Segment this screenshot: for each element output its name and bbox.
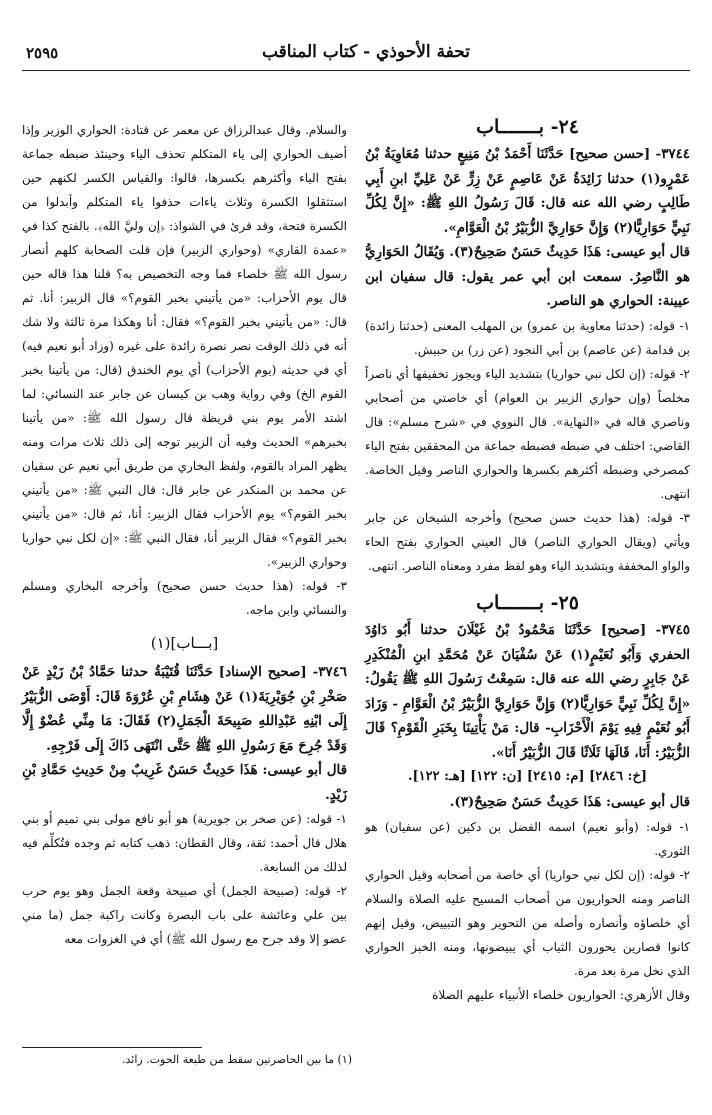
- commentary-note-azhari: وقال الأزهري: الحواريون خلصاء الأنبياء عليهم الصلاة: [432, 987, 690, 1002]
- verdict-3744: قال أبو عيسى: هَذَا حَدِيثٌ حَسَنٌ صَحِيحٌ(٣). وَيُقَالُ الحَوَارِيُّ هو النَّاصِرُ. سمعت ابن أبي عمر يقول: قال سفيان ابن عيينة: الحواري هو الناصر.: [365, 244, 690, 310]
- running-head: تحفة الأحوذي - كتاب المناقب: [261, 42, 470, 62]
- takhrij-3745: [خ: ٢٨٤٦] [م: ٢٤١٥] [ن: ١٢٢] [هـ: ١٢٢].: [407, 769, 648, 785]
- footnote-divider: [22, 1047, 202, 1048]
- page-header: [22, 38, 690, 71]
- commentary-note-2: ٢- قوله: (إن لكل نبي حواريا) بتشديد الياء ويجوز تخفيفها أي ناصراً مخلصاً (وإن حواري الزبير بن العوام) أي خاصتي من أصحابي وناصري قاله في «النهاية». قال النووي في «شرح مسلم»: قال القاضي: اختلف في ضبطه فضبطه جماعة من المحققين بفتح الياء كمصرخي وضبطه أكثرهم بكسرها والحواري الناصر وقيل الخاصة. انتهى.: [365, 367, 690, 502]
- verdict-3746: قال أبو عيسى: هَذَا حَدِيثٌ حَسَنٌ غَرِيبٌ مِنْ حَدِيثِ حَمَّادِ بْنِ زَيْدٍ.: [22, 762, 347, 803]
- chapter-heading-bab: [بـــاب](١): [150, 634, 219, 652]
- commentary-continuation: والسلام. وقال عبدالرزاق عن معمر عن قتادة: الحواري الوزير وإذا أضيف الحواري إلى ياء المتكلم تحذف الياء وحينئذ ضبطه جماعة بفتح الياء وأكثرهم بكسرها، قالوا: والقياس الكسر لكنهم حين استثقلوا الكسرة وثلاث ياءات حذفوا ياء المتكلم وأبدلوا من الكسرة فتحة، وقد قرئ في الشواذ: ﴿إن وليَّ الله﴾. بالفتح كذا في «عمدة القاري» (وحواري الزبير) فإن قلت الصحابة كلهم أنصار رسول الله ﷺ خلصاء فما وجه التخصيص به؟ قلنا هذا قاله حين قال يوم الأحزاب: «من يأتيني بخبر القوم؟» قال الزبير: أنا. ثم قال: «من يأتيني بخبر القوم؟» فقال: أنا وهكذا مرة ثالثة ولا شك أنه في ذلك الوقت نصر نصرة زائدة على غيره (وزاد أبو نعيم فيه) أي في حديثه (يوم الأحزاب) أي يوم الخندق (قال: من يأتينا بخبر القوم الخ) وفي رواية وهب بن كيسان عن جابر عند النسائي: لما اشتد الأمر يوم بني قريظة قال رسول الله ﷺ: «من يأتينا بخبرهم» الحديث وفيه أن الزبير توجه إلى ذلك ثلاث مرات ومنه يظهر المراد بالقوم، ولفظ البخاري من طريق أبي نعيم عن سفيان عن محمد بن المنكدر عن جابر قال: قال النبي ﷺ: «من يأتيني بخبر القوم؟» يوم الأحزاب فقال الزبير: أنا، ثم قال: «من يأتيني بخبر القوم؟» فقال الزبير أنا، فقال النبي ﷺ: «إن لكل نبي حواريا وحواري الزبير».: [22, 123, 347, 569]
- commentary-note-3746-1: ١- قوله: (عن صخر بن جويرية) هو أبو نافع مولى بني تميم أو بني هلال قال أحمد: ثقة، وقال القطان: ذهب كتابه ثم وجده فتُكلِّم فيه لذلك من السابعة.: [22, 812, 347, 875]
- commentary-note-3745-1: ١- قوله: (وأبو نعيم) اسمه الفضل بن دكين (عن سفيان) هو الثوري.: [365, 819, 690, 858]
- chapter-heading-24: ٢٤- بـــــــاب: [476, 116, 579, 138]
- hadith-3744: ٣٧٤٤- [حسن صحيح] حَدَّثَنَا أَحْمَدُ بْنُ مَنِيعٍ حدثنا مُعَاوِيَةُ بْنُ عَمْرٍو(١) حدثنا زَائِدَةُ عَنْ عَاصِمٍ عَنْ زِرٍّ عَنْ عَلِيِّ ابنِ أَبِي طَالِبٍ رضي الله عنه قال: قَالَ رَسُولُ اللهِ ﷺ: «إِنَّ لِكُلِّ نَبِيٍّ حَوَارِيًّا(٢) وَإِنَّ حَوَارِيَّ الزُّبَيْرُ بْنُ الْعَوَّامِ».: [365, 146, 690, 236]
- commentary-note-3745-2: ٢- قوله: (إن لكل نبي حواريا) أي خاصة من أصحابه وقيل الحواري الناصر ومنه الحواريون من أصحاب المسيح عليه الصلاة والسلام أي خلصاؤه وأنصاره وأصله من التحوير وهو التبييض، وقيل إنهم كانوا قصارين يحورون الثياب أي يبيضونها، ومنه الخبز الحواري الذي نخل مرة بعد مرة.: [365, 867, 690, 978]
- page-number: ٢٥٩٥: [26, 44, 59, 62]
- hadith-3746: ٣٧٤٦- [صحيح الإسناد] حَدَّثَنَا قُتَيْبَةُ حدثنا حَمَّادُ بْنُ زَيْدٍ عَنْ صَخْرِ بْنِ جُوَيْرِيَةَ(١) عَنْ هِشَامِ بْنِ عُرْوَةَ قَالَ: أَوْصَى الزُّبَيْرُ إِلَى ابْنِهِ عَبْدِاللهِ صَبِيحَةَ الْجَمَلِ(٢) فَقَالَ: مَا مِنِّي عُضْوٌ إِلَّا وَقَدْ جُرِحَ مَعَ رَسُولِ اللهِ ﷺ حَتَّى انْتَهَى ذَاكَ إِلَى فَرْجِهِ.: [22, 664, 347, 754]
- right-column: [365, 112, 690, 1007]
- chapter-heading-25: ٢٥- بـــــــاب: [476, 592, 579, 615]
- footnote: (١) ما بين الحاصرتين سقط من طبعة الحوت. زائد.: [121, 1053, 352, 1066]
- hadith-3745: ٣٧٤٥- [صحيح] حَدَّثَنَا مَحْمُودُ بْنُ غَيْلَانَ حدثنا أَبُو دَاوُدَ الحفري وَأَبُو نُعَيْمٍ(١) عَنْ سُفْيَانَ عَنْ مُحَمَّدِ ابنِ الْمُنْكَدِرِ عَنْ جَابِرٍ رضي الله عنه قال: سَمِعْتُ رَسُولَ اللهِ ﷺ يَقُولُ: «إِنَّ لِكُلِّ نَبِيٍّ حَوَارِيًّا(٢) وَإِنَّ حَوَارِيَّ الزُّبَيْرُ بْنُ الْعَوَّامِ - وَزَادَ أَبُو نُعَيْمٍ فِيهِ يَوْمَ الْأَحْزَابِ- قال: مَنْ يَأْتِينَا بِخَبَرِ الْقَوْمِ؟ قَالَ الزُّبَيْرُ: أَنَا، قَالَهَا ثَلَاثًا قَالَ الزُّبَيْرُ أَنَا».: [365, 622, 691, 761]
- commentary-note-1: ١- قوله: (حدثنا معاوية بن عمرو) بن المهلب المعنى (حدثنا زائدة) بن قدامة (عن عاصم) بن أبي النجود (عن زر) بن حبيش.: [365, 319, 690, 358]
- commentary-note-3746-2: ٢- قوله: (صبيحة الجمل) أي صبيحة وقعة الجمل وهو يوم حرب بين علي وعائشة على باب البصرة وكانت راكبة جمل (ما مني عضو إلا وقد جرح مع رسول الله ﷺ) أي في الغزوات معه: [22, 884, 347, 947]
- commentary-note-3-left: ٣- قوله: (هذا حديث حسن صحيح) وأخرجه البخاري ومسلم والنسائي وابن ماجه.: [22, 579, 347, 617]
- verdict-3745: قال أبو عيسى: هَذَا حَدِيثٌ حَسَنٌ صَحِيحٌ(٣).: [449, 793, 690, 810]
- left-column: [22, 118, 347, 951]
- commentary-note-3: ٣- قوله: (هذا حديث حسن صحيح) وأخرجه الشيخان عن جابر ويأتي (ويقال الحواري الناصر) قال العيني الحواري بفتح الحاء والواو المخففة وبتشديد الياء وهو لفظ مفرد ومعناه الناصر. انتهى.: [365, 511, 690, 574]
